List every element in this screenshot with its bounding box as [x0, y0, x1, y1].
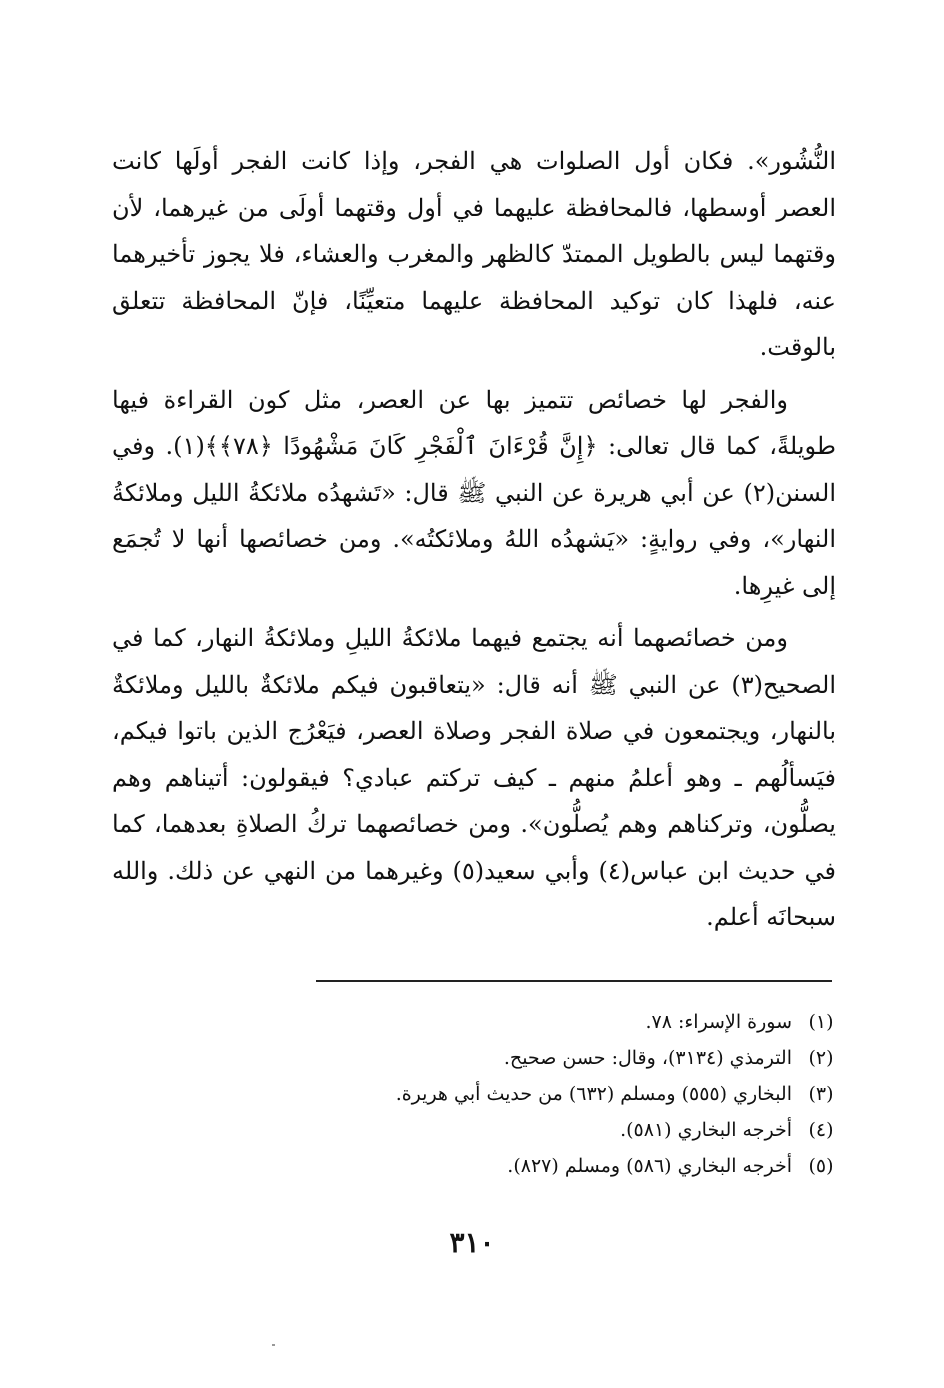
footnote-text: أخرجه البخاري (٥٨٦) ومسلم (٨٢٧).	[507, 1155, 792, 1177]
main-text	[112, 138, 836, 941]
footnote-text: البخاري (٥٥٥) ومسلم (٦٣٢) من حديث أبي هريرة.	[395, 1083, 792, 1105]
paragraph-2: والفجر لها خصائص تتميز بها عن العصر، مثل كون القراءة فيها طويلةً، كما قال تعالى: ﴿إِنَّ قُرْءَانَ ٱلْفَجْرِ كَانَ مَشْهُودًا ﴿٧٨﴾﴾(١). وفي السنن(٢) عن أبي هريرة عن النبي ﷺ قال: «تَشهدُه ملائكةُ الليل وملائكةُ النهار»، وفي روايةٍ: «يَشهدُه اللهُ وملائكتُه». ومن خصائصها أنها لا تُجمَع إلى غيرِها.	[112, 385, 836, 600]
footnote-3	[112, 1076, 836, 1112]
footnote-text: أخرجه البخاري (٥٨١).	[620, 1119, 792, 1141]
footnote-2	[112, 1040, 836, 1076]
footnote-number: (٣)	[808, 1083, 834, 1105]
footnote-text: الترمذي (٣١٣٤)، وقال: حسن صحيح.	[503, 1047, 792, 1069]
footnote-number: (١)	[808, 1011, 834, 1033]
footnote-number: (٢)	[808, 1047, 834, 1069]
footnote-1	[112, 1004, 836, 1040]
paragraph-3: ومن خصائصهما أنه يجتمع فيهما ملائكةُ الليلِ وملائكةُ النهار، كما في الصحيح(٣) عن النبي ﷺ أنه قال: «يتعاقبون فيكم ملائكةٌ بالليل وملائكةٌ بالنهار، ويجتمعون في صلاة الفجر وصلاة العصر، فيَعْرُج الذين باتوا فيكم، فيَسألُهم ـ وهو أعلمُ منهم ـ كيف تركتم عبادي؟ فيقولون: أتيناهم وهم يصلُّون، وتركناهم وهم يُصلُّون». ومن خصائصهما تركُ الصلاةِ بعدهما، كما في حديث ابن عباس(٤) وأبي سعيد(٥) وغيرهما من النهي عن ذلك. والله سبحانَه أعلم.	[112, 624, 837, 931]
footnote-divider	[316, 980, 832, 982]
footnote-number: (٥)	[808, 1155, 834, 1177]
footnote-5	[112, 1148, 836, 1184]
footnote-4	[112, 1112, 836, 1148]
scan-speck	[272, 1344, 275, 1346]
body-text	[112, 138, 836, 941]
paragraph-1: النُّشُور». فكان أول الصلوات هي الفجر، وإذا كانت الفجر أولَها كانت العصر أوسطها، فالمحافظة عليهما في أول وقتهما أولَى من غيرهما، لأن وقتهما ليس بالطويل الممتدّ كالظهر والمغرب والعشاء، فلا يجوز تأخيرهما عنه، فلهذا كان توكيد المحافظة عليهما متعيِّنًا، فإنّ المحافظة تتعلق بالوقت.	[112, 147, 837, 361]
footnote-text: سورة الإسراء: ٧٨.	[645, 1011, 792, 1033]
footnote-number: (٤)	[808, 1119, 834, 1141]
page-number: ٣١٠	[449, 1226, 495, 1259]
footnotes	[112, 1004, 836, 1184]
